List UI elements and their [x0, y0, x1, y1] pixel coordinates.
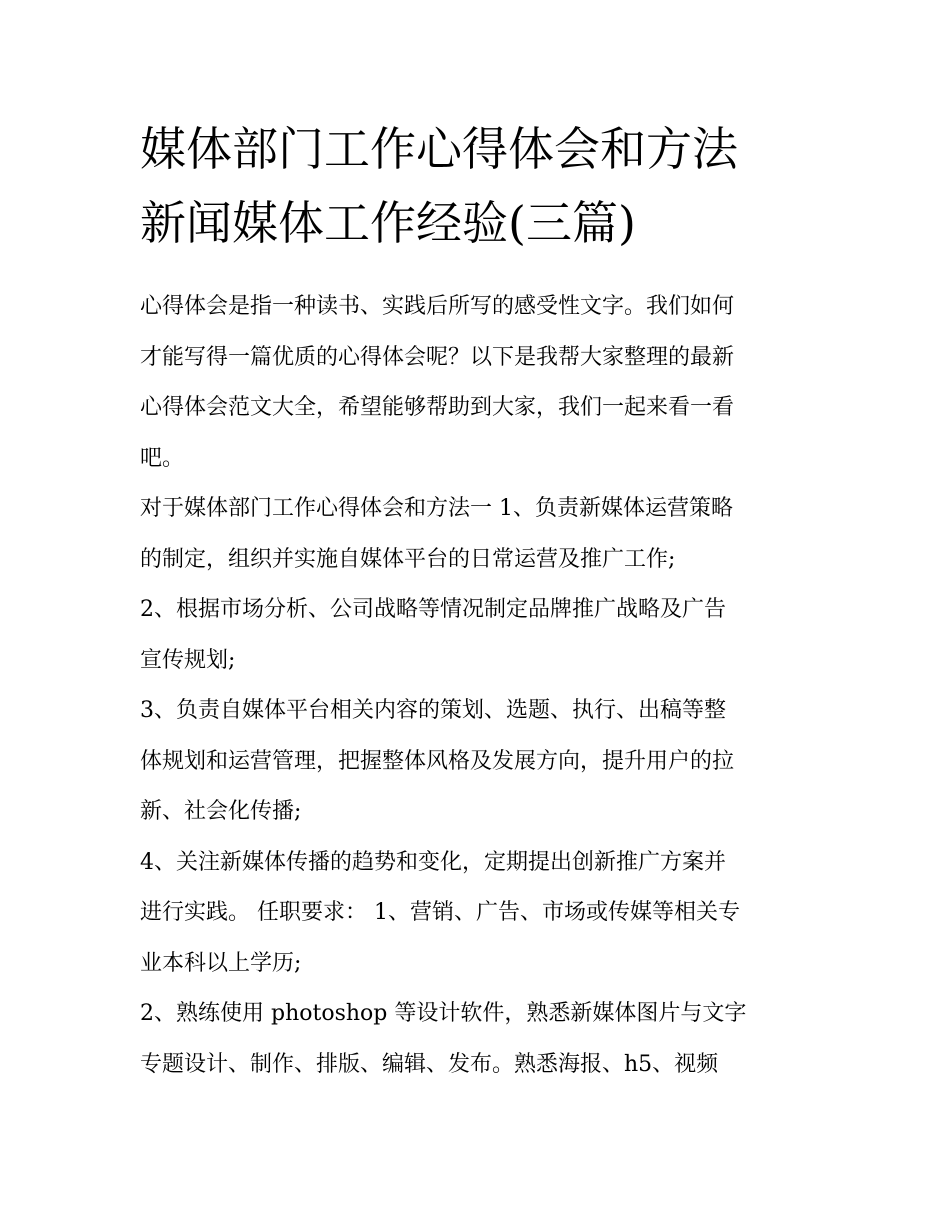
paragraph-responsibility-3 [140, 686, 820, 838]
text-line: 吧。 [140, 445, 185, 471]
text-line: 3、负责自媒体平台相关内容的策划、选题、执行、出稿等整 [140, 698, 726, 723]
document-title [140, 112, 820, 260]
text-line: 才能写得一篇优质的心得体会呢？以下是我帮大家整理的最新 [140, 344, 735, 370]
text-line: 专题设计、制作、排版、编辑、发布。熟悉海报、h5、视频 [140, 1051, 719, 1077]
paragraph-requirement-2 [140, 989, 820, 1090]
text-line: 2、根据市场分析、公司战略等情况制定品牌推广战略及广告 [140, 597, 726, 622]
text-line: 2、熟练使用 photoshop 等设计软件，熟悉新媒体图片与文字 [140, 1001, 747, 1026]
intro-paragraph [140, 282, 820, 484]
text-line: 新、社会化传播; [140, 799, 302, 824]
paragraph-responsibility-1 [140, 484, 820, 585]
text-line: 4、关注新媒体传播的趋势和变化，定期提出创新推广方案并 [140, 849, 726, 875]
text-line: 业本科以上学历; [140, 950, 302, 976]
text-line: 体规划和运营管理，把握整体风格及发展方向，提升用户的拉 [140, 748, 735, 774]
paragraph-responsibility-4 [140, 838, 820, 990]
document-body [140, 112, 820, 1090]
text-line: 的制定，组织并实施自媒体平台的日常运营及推广工作; [140, 546, 676, 572]
title-line: 新闻媒体工作经验(三篇) [140, 196, 636, 250]
title-line: 媒体部门工作心得体会和方法 [140, 122, 738, 176]
text-line: 进行实践。 任职要求： 1、营销、广告、市场或传媒等相关专 [140, 900, 740, 925]
paragraph-responsibility-2 [140, 585, 820, 686]
text-line: 对于媒体部门工作心得体会和方法一 1、负责新媒体运营策略 [140, 496, 733, 521]
text-line: 心得体会是指一种读书、实践后所写的感受性文字。我们如何 [140, 294, 735, 319]
text-line: 心得体会范文大全，希望能够帮助到大家，我们一起来看一看 [140, 395, 735, 420]
text-line: 宣传规划; [140, 647, 236, 673]
